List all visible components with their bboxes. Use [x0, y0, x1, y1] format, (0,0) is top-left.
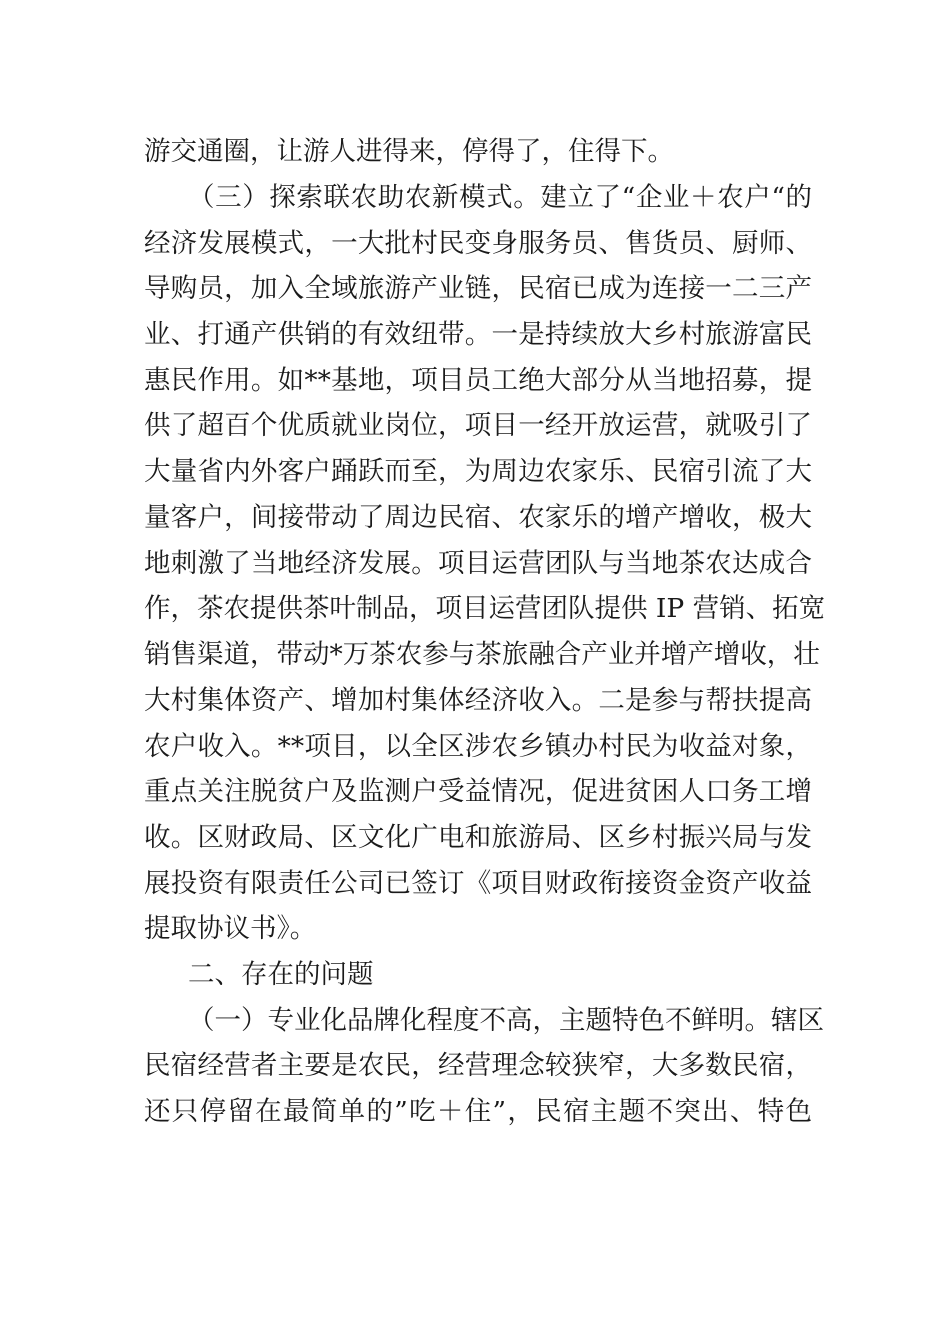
section-heading: 二、存在的问题 [188, 959, 374, 990]
text-line: 业、打通产供销的有效纽带。一是持续放大乡村旅游富民 [144, 319, 812, 350]
text-line: 农户收入。**项目，以全区涉农乡镇办村民为收益对象， [144, 731, 812, 762]
text-line: 收。区财政局、区文化广电和旅游局、区乡村振兴局与发 [144, 822, 812, 853]
text-line: 民宿经营者主要是农民，经营理念较狭窄，大多数民宿， [144, 1050, 812, 1081]
text-line: 还只停留在最简单的”吃＋住”，民宿主题不突出、特色 [144, 1096, 812, 1127]
text-line: 提取协议书》。 [144, 913, 317, 944]
text-line: 地刺激了当地经济发展。项目运营团队与当地茶农达成合 [144, 548, 812, 579]
text-line: 惠民作用。如**基地，项目员工绝大部分从当地招募，提 [144, 365, 812, 396]
text-line: 经济发展模式，一大批村民变身服务员、售货员、厨师、 [144, 228, 812, 259]
text-line: 量客户，间接带动了周边民宿、农家乐的增产增收，极大 [144, 502, 812, 533]
text-line: 供了超百个优质就业岗位，项目一经开放运营，就吸引了 [144, 410, 812, 441]
text-line: （三）探索联农助农新模式。建立了“企业＋农户“的 [188, 182, 812, 213]
text-line: 重点关注脱贫户及监测户受益情况，促进贫困人口务工增 [144, 776, 812, 807]
text-line: 游交通圈，让游人进得来，停得了，住得下。 [144, 136, 674, 167]
text-line: 作，茶农提供茶叶制品，项目运营团队提供 IP 营销、拓宽 [144, 593, 826, 624]
text-line: 大量省内外客户踊跃而至，为周边农家乐、民宿引流了大 [144, 456, 812, 487]
text-line: 导购员，加入全域旅游产业链，民宿已成为连接一二三产 [144, 273, 812, 304]
text-line: 大村集体资产、增加村集体经济收入。二是参与帮扶提高 [144, 685, 812, 716]
text-line: 销售渠道，带动*万茶农参与茶旅融合产业并增产增收，壮 [144, 639, 820, 670]
text-line: 展投资有限责任公司已签订《项目财政衔接资金资产收益 [144, 868, 812, 899]
text-line: （一）专业化品牌化程度不高，主题特色不鲜明。辖区 [188, 1005, 824, 1036]
